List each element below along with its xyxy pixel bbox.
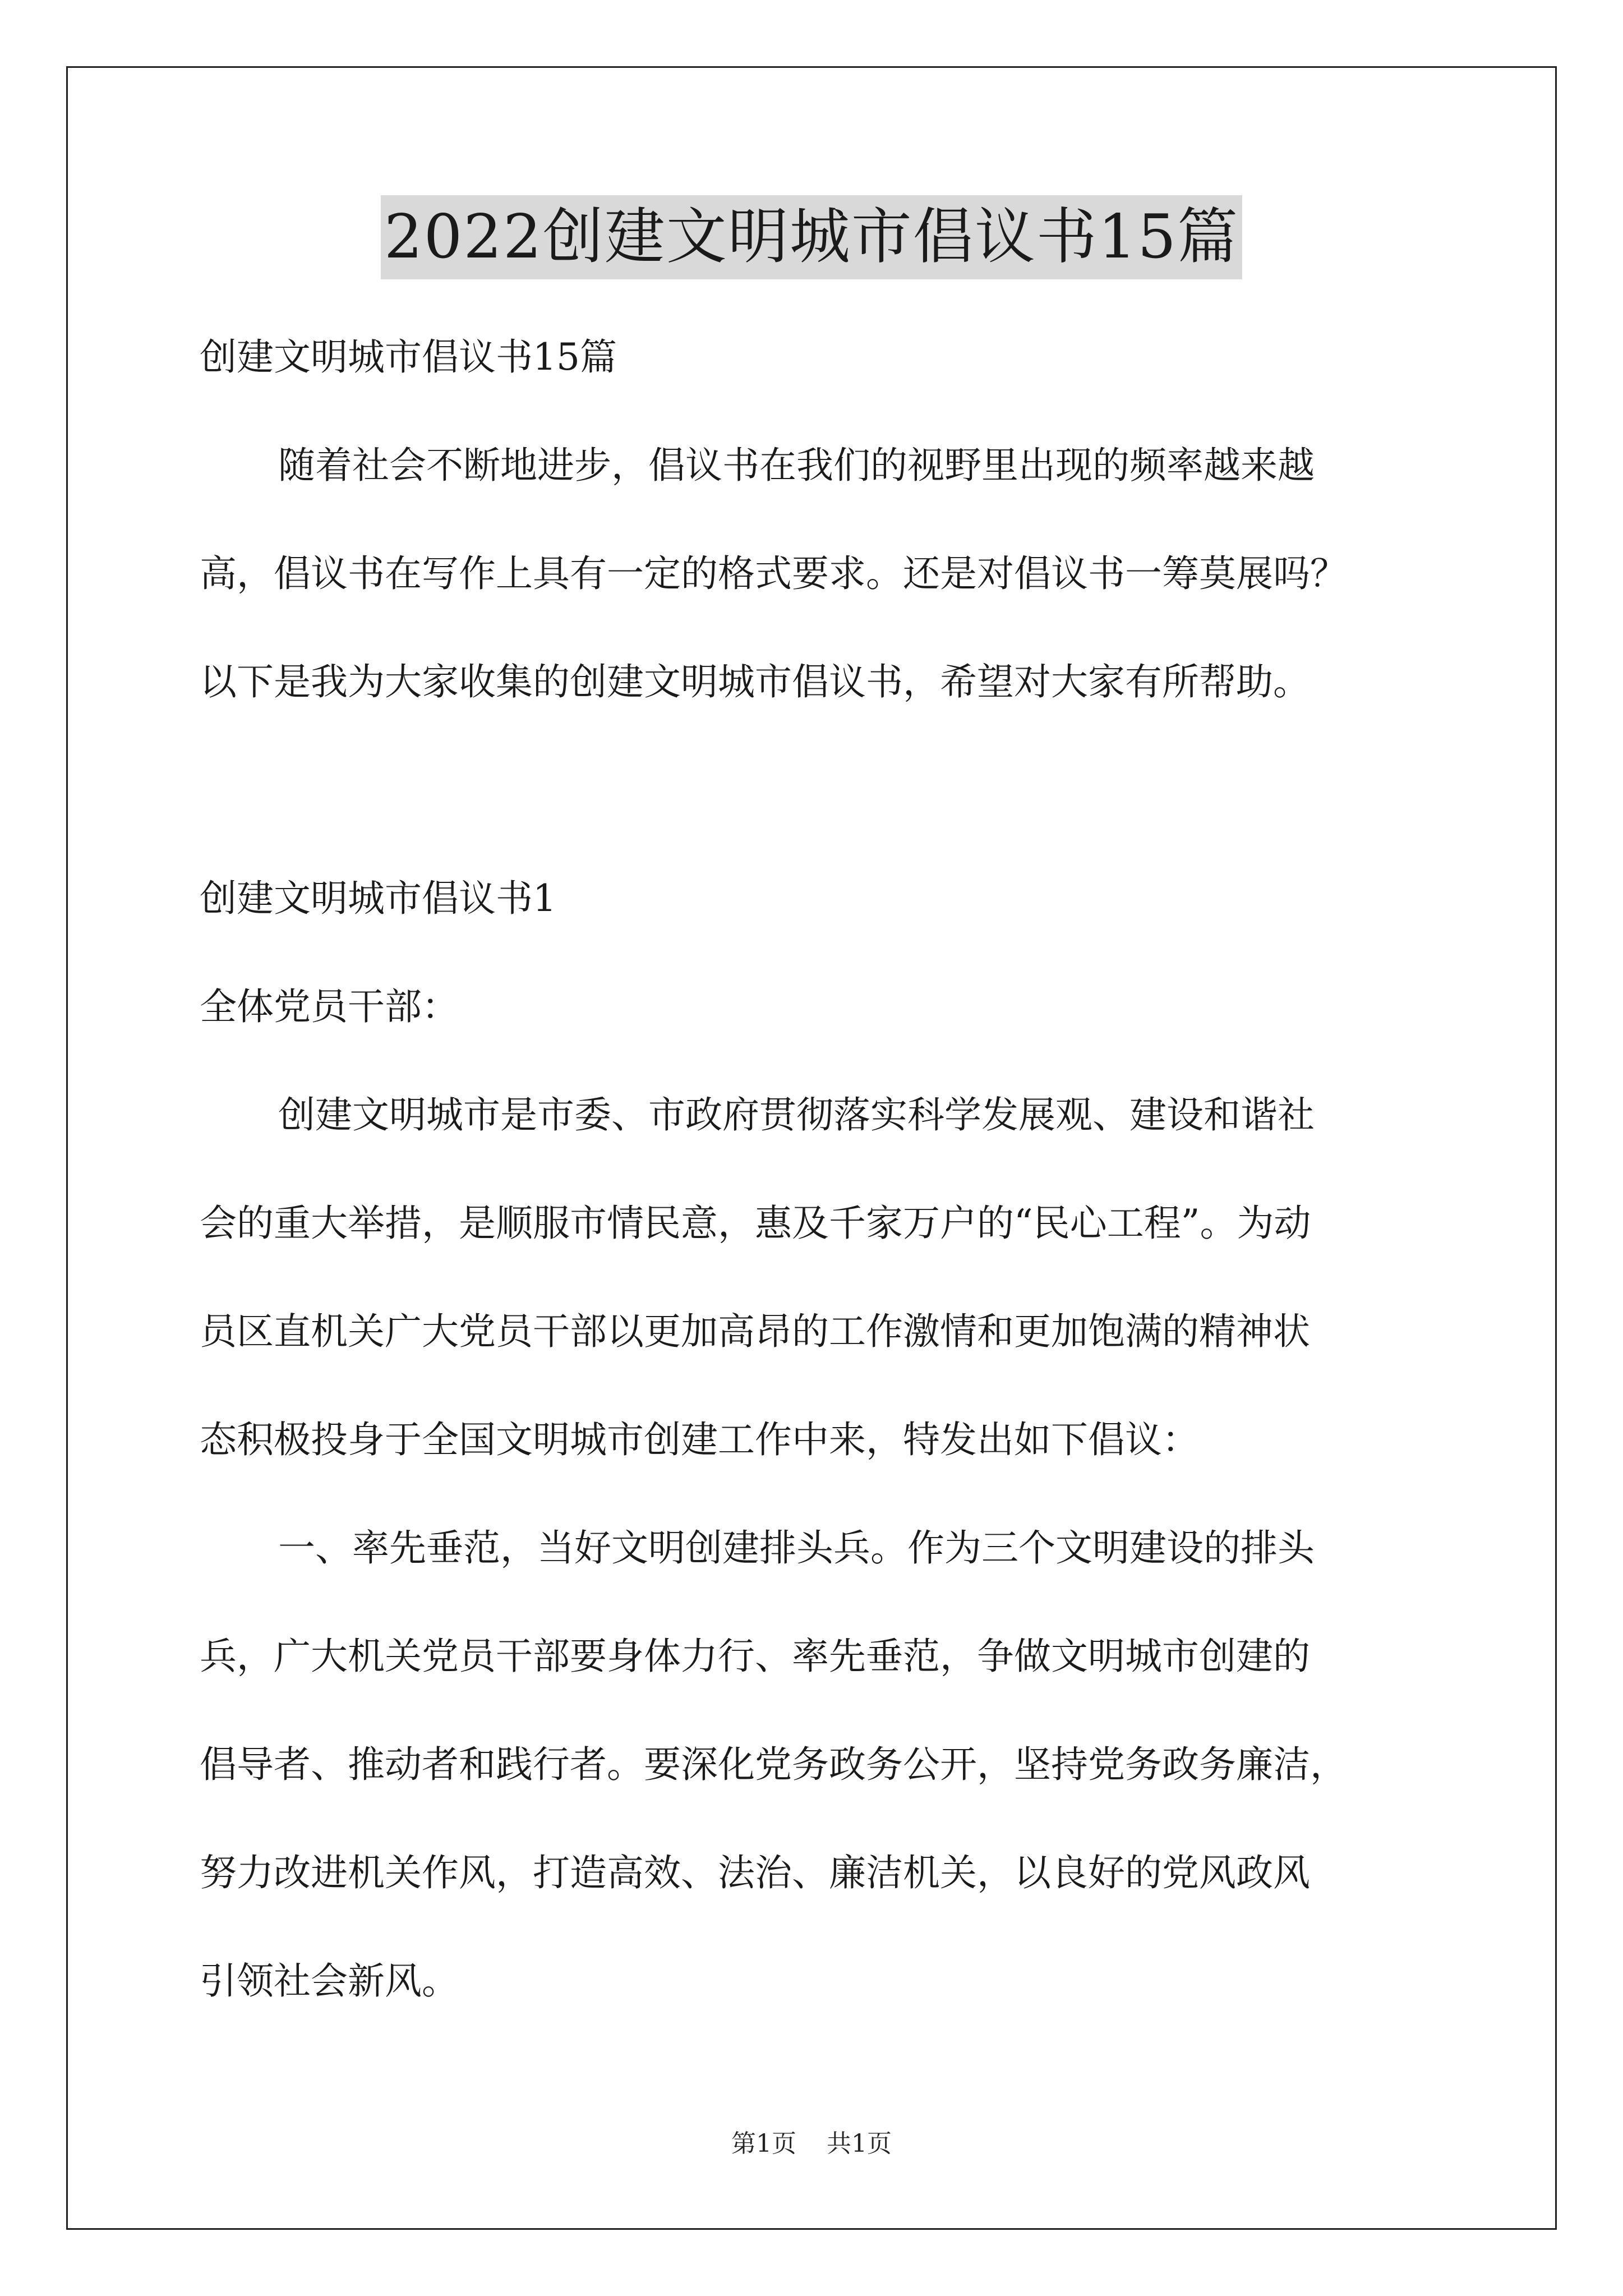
section-heading: 创建文明城市倡议书1 — [200, 877, 556, 920]
page-total: 共1页 — [827, 2129, 892, 2158]
page-number: 第1页 — [731, 2129, 796, 2158]
paragraph-1-line-2: 会的重大举措，是顺服市情民意，惠及千家万户的“民心工程”。为动 — [200, 1202, 1311, 1245]
paragraph-2-line-1: 一、率先垂范，当好文明创建排头兵。作为三个文明建设的排头 — [278, 1526, 1315, 1570]
document-title: 2022创建文明城市倡议书15篇 — [381, 195, 1242, 279]
paragraph-2-line-3: 倡导者、推动者和践行者。要深化党务政务公开，坚持党务政务廉洁， — [200, 1743, 1347, 1786]
subtitle: 创建文明城市倡议书15篇 — [200, 335, 617, 379]
paragraph-1-line-3: 员区直机关广大党员干部以更加高昂的工作激情和更加饱满的精神状 — [200, 1310, 1310, 1353]
paragraph-2-line-2: 兵，广大机关党员干部要身体力行、率先垂范，争做文明城市创建的 — [200, 1635, 1310, 1678]
paragraph-2-line-5: 引领社会新风。 — [200, 1959, 459, 2003]
page-footer — [0, 2123, 1623, 2159]
document-body — [200, 303, 1428, 2035]
intro-line-1: 随着社会不断地进步，倡议书在我们的视野里出现的频率越来越 — [278, 444, 1315, 487]
salutation: 全体党员干部： — [200, 985, 459, 1028]
paragraph-1-line-1: 创建文明城市是市委、市政府贯彻落实科学发展观、建设和谐社 — [278, 1093, 1315, 1137]
title-wrap — [0, 195, 1623, 279]
intro-line-2: 高，倡议书在写作上具有一定的格式要求。还是对倡议书一筹莫展吗？ — [200, 552, 1347, 595]
paragraph-2-line-4: 努力改进机关作风，打造高效、法治、廉洁机关，以良好的党风政风 — [200, 1851, 1310, 1894]
blank-line — [200, 736, 1428, 844]
paragraph-1-line-4: 态积极投身于全国文明城市创建工作中来，特发出如下倡议： — [200, 1418, 1199, 1461]
intro-line-3: 以下是我为大家收集的创建文明城市倡议书，希望对大家有所帮助。 — [200, 660, 1310, 703]
